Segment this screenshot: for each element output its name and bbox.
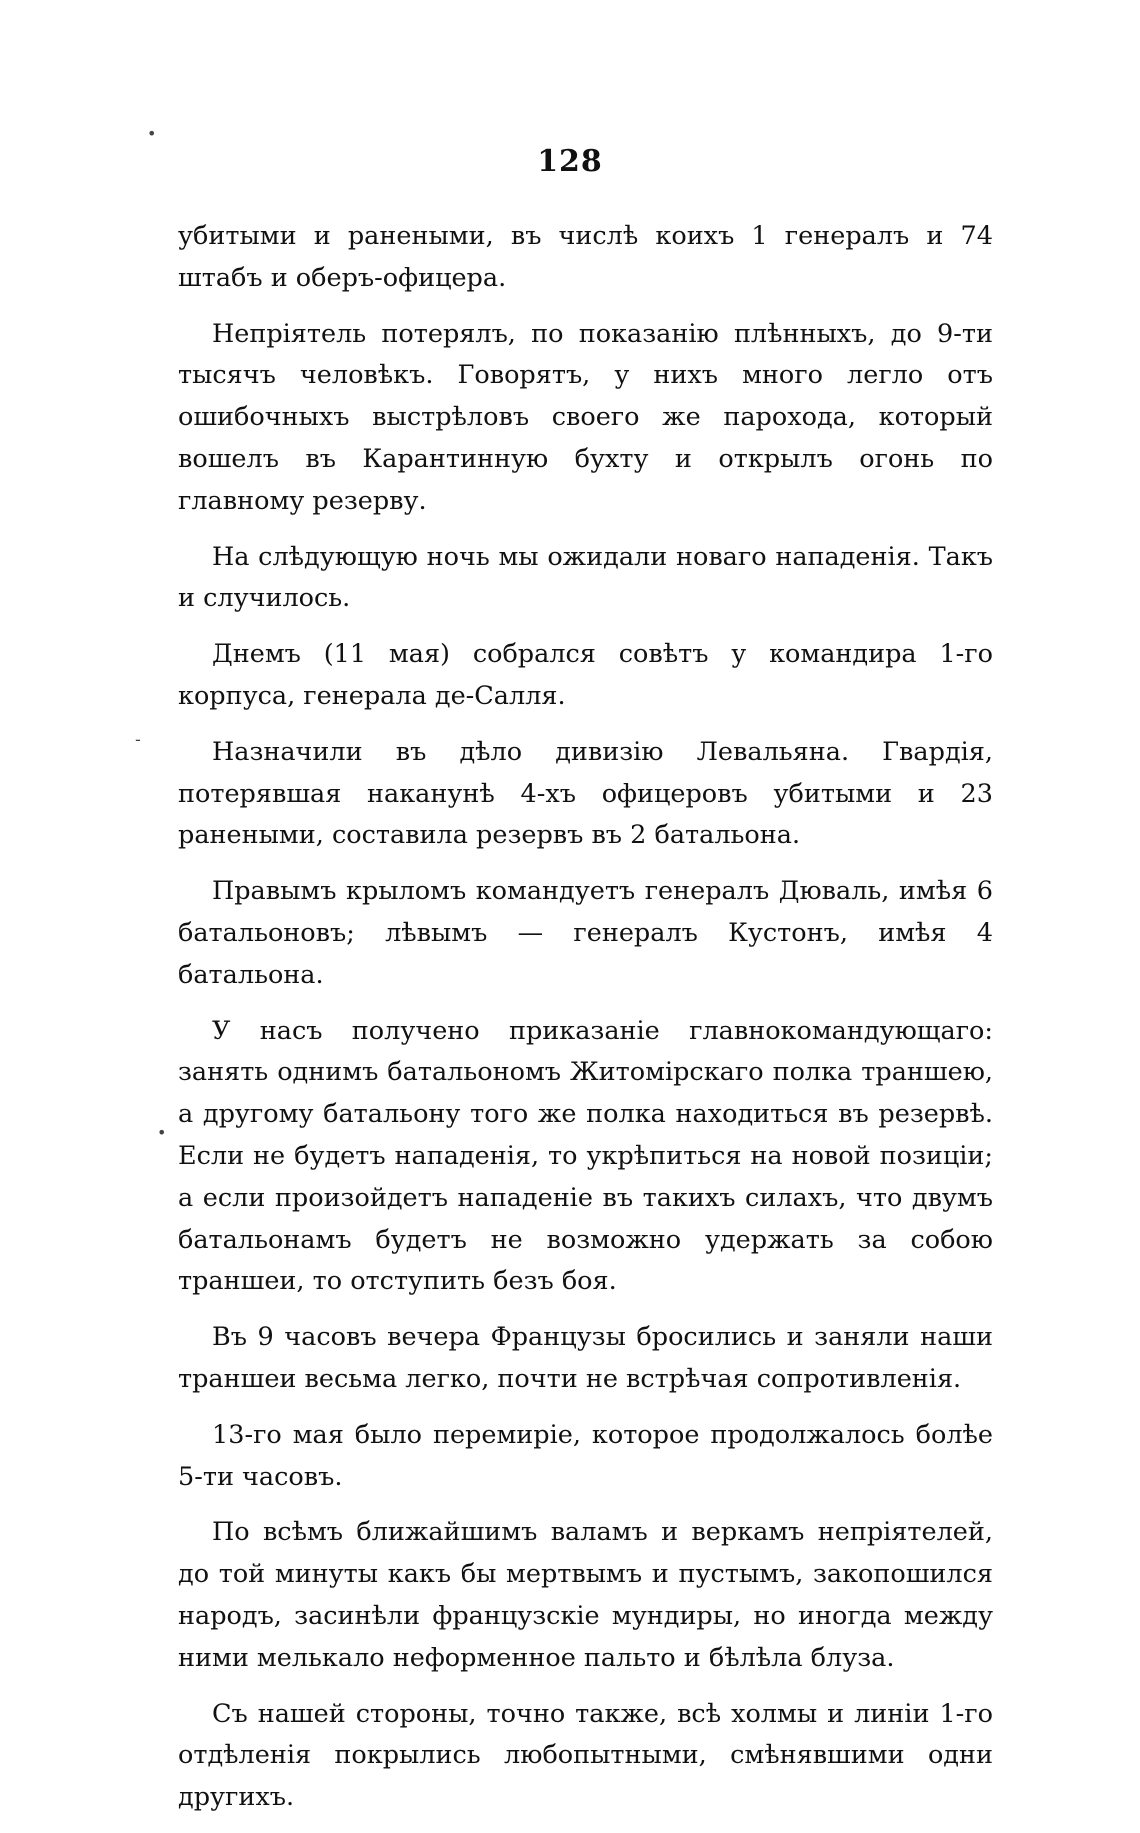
paragraph: На слѣдующую ночь мы ожидали новаго нападенія. Такъ и случилось. [178,541,993,614]
body-text [178,216,993,1833]
paragraph: Въ 9 часовъ вечера Французы бросились и заняли наши траншеи весьма легко, почти не встрѣчая сопротивленія. [178,1322,993,1394]
margin-dash-mark: - [135,730,141,749]
paragraph: убитыми и ранеными, въ числѣ коихъ 1 генералъ и 74 штабъ и оберъ-офицера. [178,221,993,293]
paragraph: 13-го мая было перемиріе, которое продолжалось болѣе 5-ти часовъ. [178,1419,993,1492]
paragraph: По всѣмъ ближайшимъ валамъ и веркамъ непріятелей, до той минуты какъ бы мертвымъ и пустымъ, закопошился народъ, засинѣли французскіе мундиры, но иногда между ними мелькало неформенное пальто и бѣлѣла блуза. [178,1517,993,1673]
paragraph: Непріятель потерялъ, по показанію плѣнныхъ, до 9-ти тысячъ человѣкъ. Говорятъ, у нихъ много легло отъ ошибочныхъ выстрѣловъ своего же парохода, который вошелъ въ Карантинную бухту и открылъ огонь по главному резерву. [178,318,993,516]
paragraph: Правымъ крыломъ командуетъ генералъ Дюваль, имѣя 6 батальоновъ; лѣвымъ — генералъ Кустонъ, имѣя 4 батальона. [178,876,993,990]
margin-dot-mark: • [157,1123,167,1142]
page-number: 128 [537,144,603,179]
margin-dot-mark: • [147,124,157,143]
paragraph: Днемъ (11 мая) собрался совѣтъ у командира 1-го корпуса, генерала де-Салля. [178,639,993,711]
paragraph: Назначили въ дѣло дивизію Левальяна. Гвардія, потерявшая наканунѣ 4-хъ офицеровъ убитыми и 23 ранеными, составила резервъ въ 2 батальона. [178,736,993,851]
paragraph: Съ нашей стороны, точно также, всѣ холмы и линіи 1-го отдѣленія покрылись любопытными, смѣнявшими одни другихъ. [178,1698,993,1813]
paragraph: У насъ получено приказаніе главнокомандующаго: занять однимъ батальономъ Житомірскаго полка траншею, а другому батальону того же полка находиться въ резервѣ. Если не будетъ нападенія, то укрѣпиться на новой позиціи; а если произойдетъ нападеніе въ такихъ силахъ, что двумъ батальонамъ будетъ не возможно удержать за собою траншеи, то отступить безъ боя. [178,1015,993,1297]
